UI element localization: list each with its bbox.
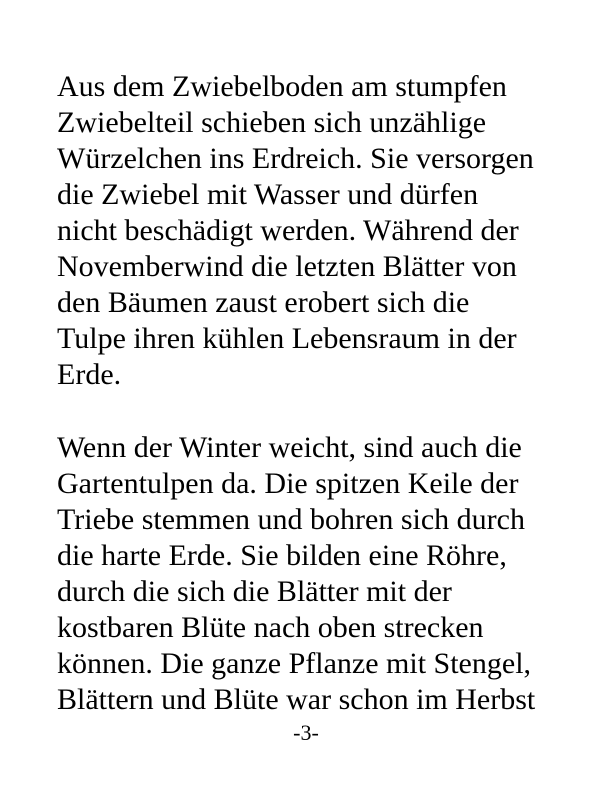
text-line: Zwiebelteil schieben sich unzählige [57, 106, 487, 139]
text-line: Gartentulpen da. Die spitzen Keile der [57, 467, 519, 500]
paragraph-2 [57, 430, 557, 718]
page-number: -3- [293, 720, 319, 745]
text-line: durch die sich die Blätter mit der [57, 575, 452, 608]
text-line: Tulpe ihren kühlen Lebensraum in der [57, 322, 517, 355]
text-line: Erde. [57, 358, 122, 391]
text-line: Novemberwind die letzten Blätter von [57, 250, 517, 283]
paragraph-1 [57, 69, 557, 393]
text-line: die Zwiebel mit Wasser und dürfen [57, 178, 479, 211]
text-line: Aus dem Zwiebelboden am stumpfen [57, 70, 507, 103]
text-line: Blättern und Blüte war schon im Herbst [57, 683, 536, 716]
text-line: Triebe stemmen und bohren sich durch [57, 503, 525, 536]
text-line: den Bäumen zaust erobert sich die [57, 286, 470, 319]
text-line: können. Die ganze Pflanze mit Stengel, [57, 647, 532, 680]
text-line: Würzelchen ins Erdreich. Sie versorgen [57, 142, 534, 175]
text-line: die harte Erde. Sie bilden eine Röhre, [57, 539, 507, 572]
text-line: Wenn der Winter weicht, sind auch die [57, 431, 522, 464]
text-line: kostbaren Blüte nach oben strecken [57, 611, 484, 644]
text-line: nicht beschädigt werden. Während der [57, 214, 519, 247]
